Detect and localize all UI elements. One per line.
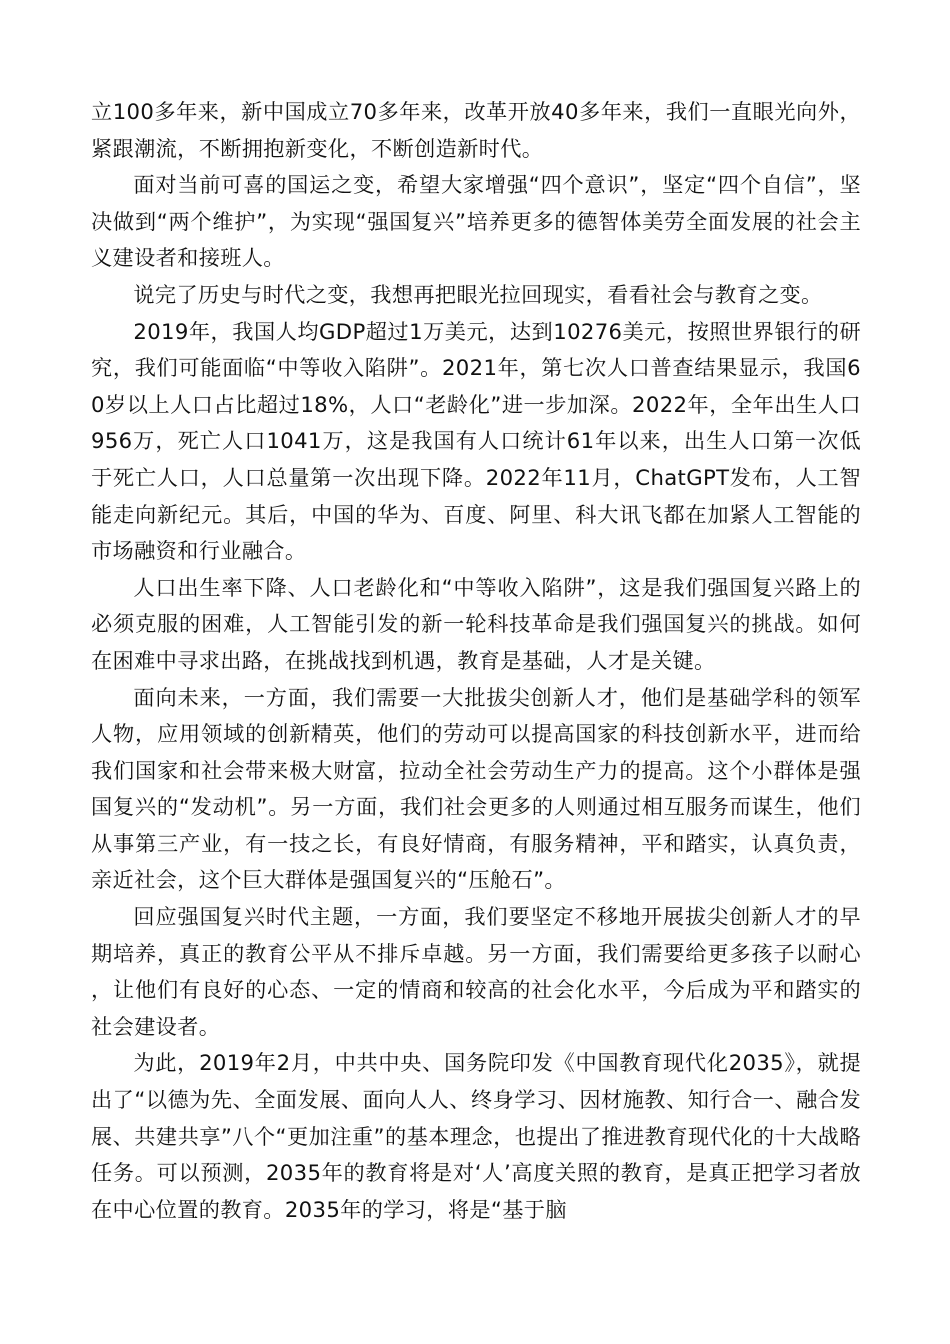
- paragraph: 立100多年来，新中国成立70多年来，改革开放40多年来，我们一直眼光向外，紧跟潮流，不断拥抱新变化，不断创造新时代。: [91, 99, 861, 161]
- document-page: [91, 94, 861, 1228]
- paragraph: 回应强国复兴时代主题，一方面，我们要坚定不移地开展拔尖创新人才的早期培养，真正的教育公平从不排斥卓越。另一方面，我们需要给更多孩子以耐心，让他们有良好的心态、一定的情商和较高的社会化水平，今后成为平和踏实的社会建设者。: [91, 904, 861, 1039]
- paragraph: 为此，2019年2月，中共中央、国务院印发《中国教育现代化2035》，就提出了“以德为先、全面发展、面向人人、终身学习、因材施教、知行合一、融合发展、共建共享”八个“更加注重”的基本理念，也提出了推进教育现代化的十大战略任务。可以预测，2035年的教育将是对‘人’高度关照的教育，是真正把学习者放在中心位置的教育。2035年的学习，将是“基于脑: [91, 1050, 861, 1222]
- paragraph: 说完了历史与时代之变，我想再把眼光拉回现实，看看社会与教育之变。: [133, 281, 823, 307]
- paragraph: 人口出生率下降、人口老龄化和“中等收入陷阱”，这是我们强国复兴路上的必须克服的困难，人工智能引发的新一轮科技革命是我们强国复兴的挑战。如何在困难中寻求出路，在挑战找到机遇，教育是基础，人才是关键。: [91, 574, 861, 673]
- paragraph: 面对当前可喜的国运之变，希望大家增强“四个意识”，坚定“四个自信”，坚决做到“两个维护”，为实现“强国复兴”培养更多的德智体美劳全面发展的社会主义建设者和接班人。: [91, 172, 861, 271]
- paragraph: 2019年，我国人均GDP超过1万美元，达到10276美元，按照世界银行的研究，我们可能面临“中等收入陷阱”。2021年，第七次人口普查结果显示，我国60岁以上人口占比超过18%，人口“老龄化”进一步加深。2022年，全年出生人口956万，死亡人口1041万，这是我国有人口统计61年以来，出生人口第一次低于死亡人口，人口总量第一次出现下降。2022年11月，ChatGPT发布，人工智能走向新纪元。其后，中国的华为、百度、阿里、科大讯飞都在加紧人工智能的市场融资和行业融合。: [91, 318, 861, 564]
- paragraph: 面向未来，一方面，我们需要一大批拔尖创新人才，他们是基础学科的领军人物，应用领域的创新精英，他们的劳动可以提高国家的科技创新水平，进而给我们国家和社会带来极大财富，拉动全社会劳动生产力的提高。这个小群体是强国复兴的“发动机”。另一方面，我们社会更多的人则通过相互服务而谋生，他们从事第三产业，有一技之长，有良好情商，有服务精神，平和踏实，认真负责，亲近社会，这个巨大群体是强国复兴的“压舱石”。: [91, 684, 861, 893]
